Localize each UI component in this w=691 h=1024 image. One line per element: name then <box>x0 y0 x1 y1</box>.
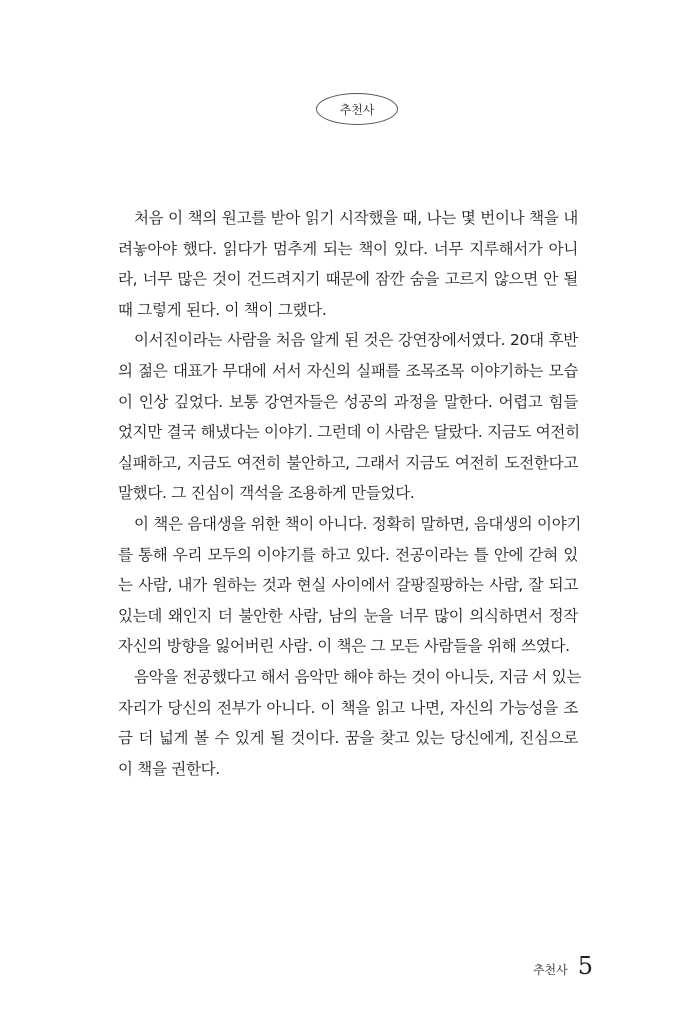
text-line: 이서진이라는 사람을 처음 알게 된 것은 강연장에서였다. 20대 후반 <box>134 331 578 350</box>
section-title: 추천사 <box>339 102 375 117</box>
text-line: 말했다. 그 진심이 객석을 조용하게 만들었다. <box>118 484 415 503</box>
running-title: 추천사 <box>532 963 568 977</box>
text-line: 었지만 결국 해냈다는 이야기. 그런데 이 사람은 달랐다. 지금도 여전히 <box>118 423 580 442</box>
paragraph <box>118 325 578 509</box>
body-text <box>118 203 582 784</box>
text-line: 있는데 왜인지 더 불안한 사람, 남의 눈을 너무 많이 의식하면서 정작 <box>118 606 578 625</box>
text-line: 이 인상 깊었다. 보통 강연자들은 성공의 과정을 말한다. 어렵고 힘들 <box>118 392 578 411</box>
text-line: 려놓아야 했다. 읽다가 멈추게 되는 책이 있다. 너무 지루해서가 아니 <box>118 239 578 258</box>
text-line: 이 책은 음대생을 위한 책이 아니다. 정확히 말하면, 음대생의 이야기 <box>134 514 582 533</box>
text-line: 를 통해 우리 모두의 이야기를 하고 있다. 전공이라는 틀 안에 갇혀 있 <box>118 545 578 564</box>
text-line: 실패하고, 지금도 여전히 불안하고, 그래서 지금도 여전히 도전한다고 <box>118 453 578 472</box>
paragraph <box>118 662 582 784</box>
section-title-badge <box>316 93 398 125</box>
text-line: 자신의 방향을 잃어버린 사람. 이 책은 그 모든 사람들을 위해 쓰였다. <box>118 637 570 656</box>
text-line: 음악을 전공했다고 해서 음악만 해야 하는 것이 아니듯, 지금 서 있는 <box>134 667 582 686</box>
paragraph <box>118 203 578 325</box>
paragraph <box>118 509 582 662</box>
text-line: 처음 이 책의 원고를 받아 읽기 시작했을 때, 나는 몇 번이나 책을 내 <box>134 209 578 227</box>
text-line: 이 책을 권한다. <box>118 759 220 778</box>
text-line: 금 더 넓게 볼 수 있게 될 것이다. 꿈을 찾고 있는 당신에게, 진심으로 <box>118 729 578 748</box>
text-line: 의 젊은 대표가 무대에 서서 자신의 실패를 조목조목 이야기하는 모습 <box>118 361 578 380</box>
text-line: 라, 너무 많은 것이 건드려지기 때문에 잠깐 숨을 고르지 않으면 안 될 <box>118 270 578 289</box>
text-line: 는 사람, 내가 원하는 것과 현실 사이에서 갈팡질팡하는 사람, 잘 되고 <box>118 576 578 595</box>
text-line: 자리가 당신의 전부가 아니다. 이 책을 읽고 나면, 자신의 가능성을 조 <box>118 698 578 717</box>
text-line: 때 그렇게 된다. 이 책이 그랬다. <box>118 300 327 319</box>
page-footer <box>533 952 593 980</box>
page-number: 5 <box>577 952 593 980</box>
